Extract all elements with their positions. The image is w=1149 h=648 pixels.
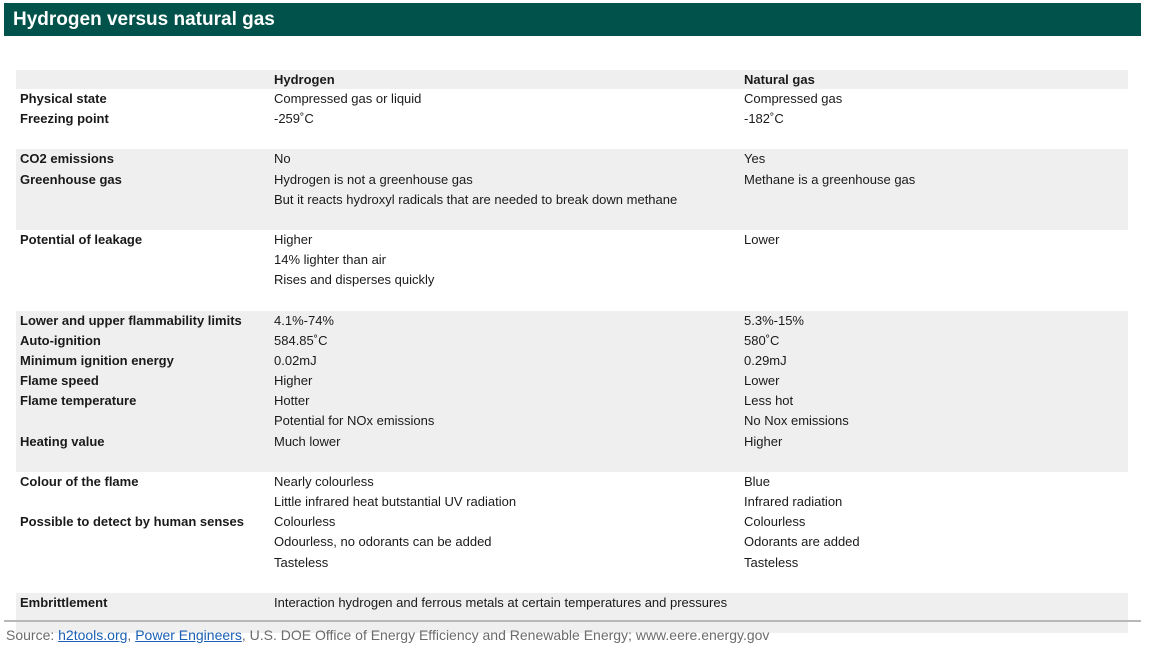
- table-row: [16, 170, 1128, 190]
- hydrogen-cell: Nearly colourless: [274, 473, 374, 489]
- natural-gas-cell: Lower: [744, 373, 780, 389]
- natural-gas-cell: Blue: [744, 473, 771, 489]
- comparison-table: [16, 70, 1128, 633]
- table-row: [16, 492, 1128, 512]
- table-row: [16, 149, 1128, 169]
- row-label: Flame temperature: [20, 393, 137, 409]
- table-row: [16, 472, 1128, 492]
- hydrogen-cell: Rises and disperses quickly: [274, 272, 435, 288]
- row-group: [16, 472, 1128, 593]
- natural-gas-cell: Odorants are added: [744, 534, 860, 550]
- row-label: Auto-ignition: [20, 332, 101, 348]
- natural-gas-cell: Higher: [744, 433, 783, 449]
- natural-gas-cell: 0.29mJ: [744, 352, 787, 368]
- source-separator: ,: [127, 627, 136, 643]
- row-label: Flame speed: [20, 373, 99, 389]
- row-label: Greenhouse gas: [20, 171, 122, 187]
- row-label: Embrittlement: [20, 594, 108, 610]
- table-row: [16, 411, 1128, 431]
- source-note: [6, 627, 769, 644]
- hydrogen-cell: Higher: [274, 231, 313, 247]
- table-row: [16, 351, 1128, 371]
- column-header-natural-gas: Natural gas: [744, 72, 815, 87]
- row-spacer: [16, 573, 1128, 593]
- hydrogen-cell: 0.02mJ: [274, 352, 317, 368]
- source-divider: [4, 620, 1141, 622]
- row-label: Potential of leakage: [20, 231, 143, 247]
- table-header-row: [16, 70, 1128, 89]
- hydrogen-cell: No: [274, 151, 291, 167]
- table-row: [16, 109, 1128, 129]
- hydrogen-cell: -259˚C: [274, 111, 314, 127]
- row-label: Possible to detect by human senses: [20, 514, 244, 530]
- hydrogen-cell: Hotter: [274, 393, 310, 409]
- table-row: [16, 250, 1128, 270]
- source-prefix: Source:: [6, 627, 59, 643]
- table-row: [16, 311, 1128, 331]
- table-row: [16, 432, 1128, 452]
- table-body: [16, 89, 1128, 633]
- row-spacer: [16, 129, 1128, 149]
- row-label: Physical state: [20, 91, 107, 106]
- natural-gas-cell: Lower: [744, 231, 780, 247]
- table-row: [16, 532, 1128, 552]
- row-label: CO2 emissions: [20, 151, 114, 167]
- source-link-h2tools[interactable]: h2tools.org: [58, 627, 128, 643]
- row-label: Freezing point: [20, 111, 109, 127]
- table-row: [16, 512, 1128, 532]
- natural-gas-cell: Compressed gas: [744, 91, 843, 106]
- table-row: [16, 89, 1128, 109]
- natural-gas-cell: 580˚C: [744, 332, 780, 348]
- page-title: Hydrogen versus natural gas: [13, 9, 275, 30]
- table-row: [16, 391, 1128, 411]
- natural-gas-cell: No Nox emissions: [744, 413, 849, 429]
- table-row: [16, 230, 1128, 250]
- hydrogen-cell: Potential for NOx emissions: [274, 413, 435, 429]
- hydrogen-cell: Higher: [274, 373, 313, 389]
- hydrogen-cell: Interaction hydrogen and ferrous metals at certain temperatures and pressures: [274, 594, 728, 610]
- table-row: [16, 190, 1128, 210]
- hydrogen-cell: 14% lighter than air: [274, 252, 387, 268]
- natural-gas-cell: Tasteless: [744, 554, 799, 570]
- natural-gas-cell: Yes: [744, 151, 766, 167]
- hydrogen-cell: Tasteless: [274, 554, 329, 570]
- natural-gas-cell: Colourless: [744, 514, 806, 530]
- table-row: [16, 593, 1128, 613]
- table-row: [16, 270, 1128, 290]
- hydrogen-cell: 584.85˚C: [274, 332, 328, 348]
- hydrogen-cell: Colourless: [274, 514, 336, 530]
- row-label: Minimum ignition energy: [20, 352, 174, 368]
- row-label: Colour of the flame: [20, 473, 139, 489]
- table-row: [16, 331, 1128, 351]
- natural-gas-cell: Infrared radiation: [744, 494, 843, 509]
- natural-gas-cell: Less hot: [744, 393, 794, 409]
- title-bar: [4, 3, 1141, 36]
- row-label: Heating value: [20, 433, 105, 449]
- hydrogen-cell: 4.1%-74%: [274, 312, 334, 328]
- row-group: [16, 230, 1128, 311]
- hydrogen-cell: But it reacts hydroxyl radicals that are needed to break down methane: [274, 191, 678, 207]
- hydrogen-cell: Compressed gas or liquid: [274, 91, 422, 106]
- row-spacer: [16, 291, 1128, 311]
- hydrogen-cell: Odourless, no odorants can be added: [274, 534, 492, 550]
- natural-gas-cell: 5.3%-15%: [744, 312, 804, 328]
- row-group: [16, 149, 1128, 230]
- source-suffix: , U.S. DOE Office of Energy Efficiency and Renewable Energy; www.eere.energy.gov: [241, 627, 770, 643]
- row-spacer: [16, 452, 1128, 472]
- row-group: [16, 89, 1128, 149]
- natural-gas-cell: -182˚C: [744, 111, 784, 127]
- table-row: [16, 371, 1128, 391]
- row-label: Lower and upper flammability limits: [20, 312, 242, 328]
- hydrogen-cell: Little infrared heat butstantial UV radiation: [274, 494, 517, 509]
- source-link-power-engineers[interactable]: Power Engineers: [135, 627, 242, 643]
- natural-gas-cell: Methane is a greenhouse gas: [744, 171, 916, 187]
- table-row: [16, 553, 1128, 573]
- row-group: [16, 311, 1128, 472]
- hydrogen-cell: Hydrogen is not a greenhouse gas: [274, 171, 473, 187]
- row-spacer: [16, 210, 1128, 230]
- column-header-hydrogen: Hydrogen: [274, 72, 335, 87]
- hydrogen-cell: Much lower: [274, 433, 341, 449]
